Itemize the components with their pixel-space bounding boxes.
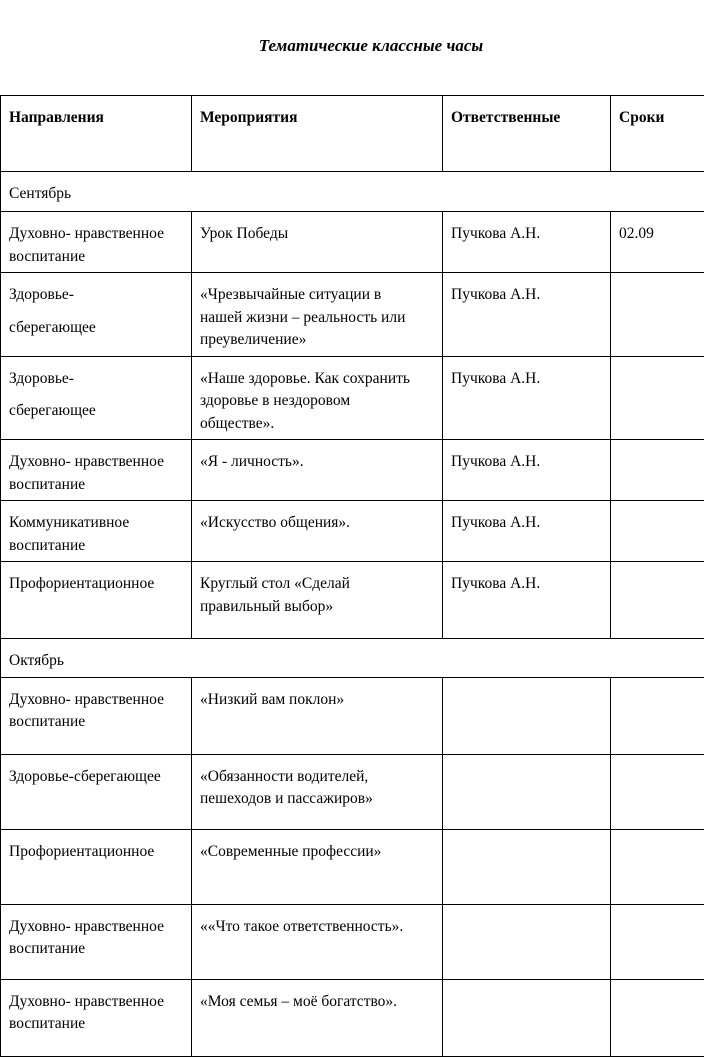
cell-event — [192, 212, 443, 273]
cell-direction — [1, 273, 192, 357]
cell-direction — [1, 440, 192, 501]
table-row — [1, 501, 704, 562]
cell-line: Духовно- нравственное — [9, 223, 185, 246]
cell-line: воспитание — [9, 246, 185, 269]
header-dates: Сроки — [611, 96, 704, 172]
cell-date — [611, 273, 704, 357]
cell-responsible — [443, 677, 611, 754]
month-label: Сентябрь — [1, 172, 704, 212]
table-row — [1, 904, 704, 979]
cell-direction — [1, 212, 192, 273]
cell-date — [611, 979, 704, 1056]
cell-responsible: Пучкова А.Н. — [443, 273, 611, 357]
cell-responsible: Пучкова А.Н. — [443, 501, 611, 562]
cell-responsible — [443, 979, 611, 1056]
cell-responsible — [443, 754, 611, 829]
table-row — [1, 829, 704, 904]
cell-line: «Современные профессии» — [200, 841, 436, 864]
cell-event — [192, 356, 443, 440]
cell-line: Профориентационное — [9, 841, 185, 864]
cell-direction — [1, 677, 192, 754]
cell-event — [192, 979, 443, 1056]
cell-line: сберегающее — [9, 400, 185, 423]
cell-event — [192, 754, 443, 829]
table-row — [1, 754, 704, 829]
month-row — [1, 172, 704, 212]
cell-line: сберегающее — [9, 317, 185, 340]
cell-line: Духовно- нравственное — [9, 689, 185, 712]
cell-date — [611, 677, 704, 754]
table-row — [1, 273, 704, 357]
month-row — [1, 639, 704, 678]
cell-line: Урок Победы — [200, 223, 436, 246]
cell-responsible: Пучкова А.Н. — [443, 562, 611, 639]
cell-responsible: Пучкова А.Н. — [443, 212, 611, 273]
cell-event — [192, 501, 443, 562]
cell-line: обществе». — [200, 413, 436, 436]
header-row — [1, 96, 704, 172]
cell-date — [611, 754, 704, 829]
cell-line: «Обязанности водителей, — [200, 766, 436, 789]
table-row — [1, 677, 704, 754]
cell-event — [192, 562, 443, 639]
header-events: Мероприятия — [192, 96, 443, 172]
cell-line: Здоровье-сберегающее — [9, 766, 185, 789]
plan-table — [0, 95, 704, 1057]
cell-line: Здоровье- — [9, 284, 185, 307]
cell-direction — [1, 979, 192, 1056]
table-row — [1, 440, 704, 501]
cell-responsible: Пучкова А.Н. — [443, 356, 611, 440]
cell-date — [611, 356, 704, 440]
cell-direction — [1, 904, 192, 979]
cell-line: Здоровье- — [9, 368, 185, 391]
cell-event — [192, 440, 443, 501]
cell-line: преувеличение» — [200, 329, 436, 352]
cell-line: воспитание — [9, 711, 185, 734]
cell-date — [611, 562, 704, 639]
cell-line: пешеходов и пассажиров» — [200, 788, 436, 811]
cell-line: воспитание — [9, 1013, 185, 1036]
cell-date: 02.09 — [611, 212, 704, 273]
cell-line: Духовно- нравственное — [9, 451, 185, 474]
cell-line: Духовно- нравственное — [9, 916, 185, 939]
cell-line: нашей жизни – реальность или — [200, 307, 436, 330]
cell-event — [192, 677, 443, 754]
cell-line: «Искусство общения». — [200, 512, 436, 535]
cell-direction — [1, 501, 192, 562]
table-row — [1, 212, 704, 273]
cell-line: воспитание — [9, 938, 185, 961]
cell-date — [611, 501, 704, 562]
document-title: Тематические классные часы — [0, 36, 704, 56]
cell-date — [611, 440, 704, 501]
cell-line: «Наше здоровье. Как сохранить — [200, 368, 436, 391]
cell-line: правильный выбор» — [200, 596, 436, 619]
table-row — [1, 356, 704, 440]
table-row — [1, 979, 704, 1056]
month-label: Октябрь — [1, 639, 704, 678]
cell-line: Коммуникативное — [9, 512, 185, 535]
cell-direction — [1, 754, 192, 829]
header-responsible: Ответственные — [443, 96, 611, 172]
cell-direction — [1, 829, 192, 904]
cell-responsible — [443, 904, 611, 979]
cell-line: Профориентационное — [9, 573, 185, 596]
cell-date — [611, 829, 704, 904]
cell-event — [192, 829, 443, 904]
cell-line: «Моя семья – моё богатство». — [200, 991, 436, 1014]
table-row — [1, 562, 704, 639]
cell-line: Духовно- нравственное — [9, 991, 185, 1014]
cell-line: Круглый стол «Сделай — [200, 573, 436, 596]
cell-date — [611, 904, 704, 979]
cell-line: здоровье в нездоровом — [200, 390, 436, 413]
cell-line: ««Что такое ответственность». — [200, 916, 436, 939]
cell-direction — [1, 562, 192, 639]
cell-responsible: Пучкова А.Н. — [443, 440, 611, 501]
cell-line: воспитание — [9, 535, 185, 558]
cell-event — [192, 904, 443, 979]
cell-event — [192, 273, 443, 357]
cell-line: «Низкий вам поклон» — [200, 689, 436, 712]
cell-direction — [1, 356, 192, 440]
cell-line: «Чрезвычайные ситуации в — [200, 284, 436, 307]
cell-responsible — [443, 829, 611, 904]
cell-line: «Я - личность». — [200, 451, 436, 474]
header-directions: Направления — [1, 96, 192, 172]
cell-line: воспитание — [9, 474, 185, 497]
